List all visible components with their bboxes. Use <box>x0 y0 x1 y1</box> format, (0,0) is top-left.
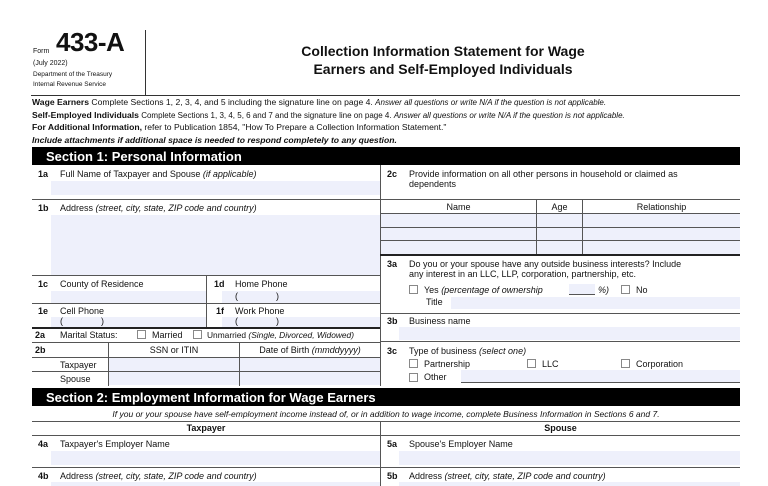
row-taxpayer: Taxpayer <box>60 360 97 370</box>
label-2c-line2: dependents <box>409 179 457 189</box>
instruction-text: refer to Publication 1854, "How To Prepare a Collection Information Statement." <box>141 122 447 132</box>
home-phone-input[interactable] <box>222 291 380 303</box>
rule <box>380 313 740 314</box>
section2-title: Section 2: Employment Information for Wage Earners <box>46 390 376 405</box>
label-married: Married <box>152 330 183 340</box>
field-number-1f: 1f <box>216 306 225 316</box>
label-no: No <box>636 285 648 295</box>
row-spouse: Spouse <box>60 374 91 384</box>
label-title: Title <box>426 297 443 307</box>
field-number-1a: 1a <box>38 169 49 179</box>
field-number-1d: 1d <box>214 279 225 289</box>
form-number: 433-A <box>56 27 125 57</box>
field-number-2a: 2a <box>35 330 46 340</box>
section1-title: Section 1: Personal Information <box>46 149 242 164</box>
col-taxpayer: Taxpayer <box>186 423 226 433</box>
paren-open: ( <box>235 291 238 301</box>
rule <box>206 275 207 327</box>
label-3b: Business name <box>409 316 471 326</box>
instruction-additional-info <box>32 122 446 133</box>
dependent-name-input[interactable] <box>381 228 536 240</box>
paren-close: ) <box>101 316 104 326</box>
form-prefix: Form <box>33 48 50 55</box>
paren-close: ) <box>276 316 279 326</box>
rule <box>32 421 740 422</box>
agency-line2: Internal Revenue Service <box>33 81 106 88</box>
section1-header <box>32 147 740 165</box>
instruction-heading: Self-Employed Individuals <box>32 110 139 120</box>
label-3c: Type of business (select one) <box>409 346 527 356</box>
form-title-line1: Collection Information Statement for Wage <box>301 43 585 59</box>
dependent-age-input[interactable] <box>537 214 582 227</box>
field-number-2c: 2c <box>387 169 398 179</box>
partnership-checkbox[interactable] <box>409 359 418 368</box>
business-interest-yes-checkbox[interactable] <box>409 285 418 294</box>
field-number-1c: 1c <box>38 279 49 289</box>
field-number-3c: 3c <box>387 346 398 356</box>
section2-header <box>32 388 740 406</box>
dependent-relationship-input[interactable] <box>583 214 740 227</box>
rule <box>32 342 380 343</box>
field-number-1e: 1e <box>38 306 49 316</box>
corporation-checkbox[interactable] <box>621 359 630 368</box>
label-pct: %) <box>598 285 609 295</box>
field-number-3b: 3b <box>387 316 398 326</box>
ownership-percentage-input[interactable] <box>569 284 595 295</box>
spouse-employer-address-input[interactable] <box>399 482 740 486</box>
field-number-2b: 2b <box>35 345 46 355</box>
form-title-line2: Earners and Self-Employed Individuals <box>313 61 573 77</box>
unmarried-checkbox[interactable] <box>193 330 202 339</box>
business-interest-no-checkbox[interactable] <box>621 285 630 294</box>
dependent-name-input[interactable] <box>381 214 536 227</box>
header-bottom-rule <box>31 95 740 96</box>
work-phone-input[interactable] <box>222 317 380 327</box>
label-other: Other <box>424 372 447 382</box>
label-corporation: Corporation <box>636 359 684 369</box>
paren-open: ( <box>60 316 63 326</box>
rule <box>32 199 380 200</box>
label-unmarried: Unmarried (Single, Divorced, Widowed) <box>207 330 355 340</box>
label-3a-line1: Do you or your spouse have any outside business interests? Include <box>409 259 682 269</box>
field-number-5a: 5a <box>387 439 398 449</box>
col-relationship: Relationship <box>636 202 687 212</box>
paren-open: ( <box>235 316 238 326</box>
taxpayer-dob-input[interactable] <box>240 358 380 371</box>
taxpayer-employer-name-input[interactable] <box>51 451 380 465</box>
other-checkbox[interactable] <box>409 373 418 382</box>
rule <box>380 199 740 200</box>
rule <box>32 467 740 468</box>
label-1f: Work Phone <box>235 306 285 316</box>
instruction-italic: Answer all questions or write N/A if the question is not applicable. <box>375 98 607 107</box>
label-4a: Taxpayer's Employer Name <box>60 439 170 449</box>
label-2c-line1: Provide information on all other persons in household or claimed as <box>409 169 678 179</box>
business-name-input[interactable] <box>399 327 740 340</box>
spouse-ssn-input[interactable] <box>109 372 239 385</box>
taxpayer-ssn-input[interactable] <box>109 358 239 371</box>
taxpayer-employer-address-input[interactable] <box>51 482 380 486</box>
field-number-3a: 3a <box>387 259 398 269</box>
instruction-self-employed <box>32 110 625 121</box>
instruction-wage-earners <box>32 97 606 108</box>
dependent-age-input[interactable] <box>537 228 582 240</box>
col-dob: Date of Birth (mmddyyyy) <box>259 345 361 355</box>
other-business-type-input[interactable] <box>461 370 740 383</box>
spouse-dob-input[interactable] <box>240 372 380 385</box>
field-number-5b: 5b <box>387 471 398 481</box>
col-name: Name <box>446 202 471 212</box>
instruction-heading: For Additional Information, <box>32 122 142 132</box>
spouse-employer-name-input[interactable] <box>399 451 740 465</box>
title-input[interactable] <box>451 297 740 309</box>
cell-phone-input[interactable] <box>51 317 206 327</box>
married-checkbox[interactable] <box>137 330 146 339</box>
instruction-attachments: Include attachments if additional space is needed to respond completely to any question. <box>32 135 397 145</box>
label-partnership: Partnership <box>424 359 471 369</box>
instruction-text: Complete Sections 1, 2, 3, 4, and 5 including the signature line on page 4. <box>89 97 376 107</box>
label-3a-line2: any interest in an LLC, LLP, corporation, partnership, etc. <box>409 269 636 279</box>
col-ssn: SSN or ITIN <box>149 345 199 355</box>
rule <box>32 327 380 329</box>
instruction-text: Complete Sections 1, 3, 4, 5, 6 and 7 and the signature line on page 4. <box>138 111 394 120</box>
llc-checkbox[interactable] <box>527 359 536 368</box>
dependent-age-input[interactable] <box>537 241 582 254</box>
label-yes: Yes (percentage of ownership <box>424 285 543 295</box>
label-5a: Spouse's Employer Name <box>409 439 513 449</box>
address-input[interactable] <box>51 215 380 275</box>
field-number-1b: 1b <box>38 203 49 213</box>
label-1a: Full Name of Taxpayer and Spouse (if applicable) <box>60 169 257 179</box>
form-revision: (July 2022) <box>33 60 68 67</box>
label-1d: Home Phone <box>235 279 288 289</box>
dependent-relationship-input[interactable] <box>583 228 740 240</box>
label-1c: County of Residence <box>60 279 144 289</box>
field-number-4b: 4b <box>38 471 49 481</box>
label-1e: Cell Phone <box>60 306 105 316</box>
rule <box>32 435 740 436</box>
label-1b: Address (street, city, state, ZIP code and country) <box>60 203 257 213</box>
full-name-input[interactable] <box>51 181 380 195</box>
dependent-relationship-input[interactable] <box>583 241 740 254</box>
label-5b: Address (street, city, state, ZIP code and country) <box>409 471 606 481</box>
agency-line1: Department of the Treasury <box>33 71 113 78</box>
dependent-name-input[interactable] <box>381 241 536 254</box>
col-spouse: Spouse <box>544 423 577 433</box>
label-2a: Marital Status: <box>60 330 118 340</box>
col-age: Age <box>551 202 568 212</box>
field-number-4a: 4a <box>38 439 49 449</box>
rule <box>380 341 740 342</box>
paren-close: ) <box>276 291 279 301</box>
rule <box>380 254 740 256</box>
label-llc: LLC <box>542 359 559 369</box>
column-divider <box>380 421 381 486</box>
instruction-heading: Wage Earners <box>32 97 89 107</box>
section2-note: If you or your spouse have self-employment income instead of, or in addition to wage income, complete Business Information in Sections 6 and 7. <box>112 409 660 419</box>
label-4b: Address (street, city, state, ZIP code and country) <box>60 471 257 481</box>
county-input[interactable] <box>51 291 206 303</box>
instruction-italic: Answer all questions or write N/A if the question is not applicable. <box>393 111 625 120</box>
rule <box>32 303 380 304</box>
